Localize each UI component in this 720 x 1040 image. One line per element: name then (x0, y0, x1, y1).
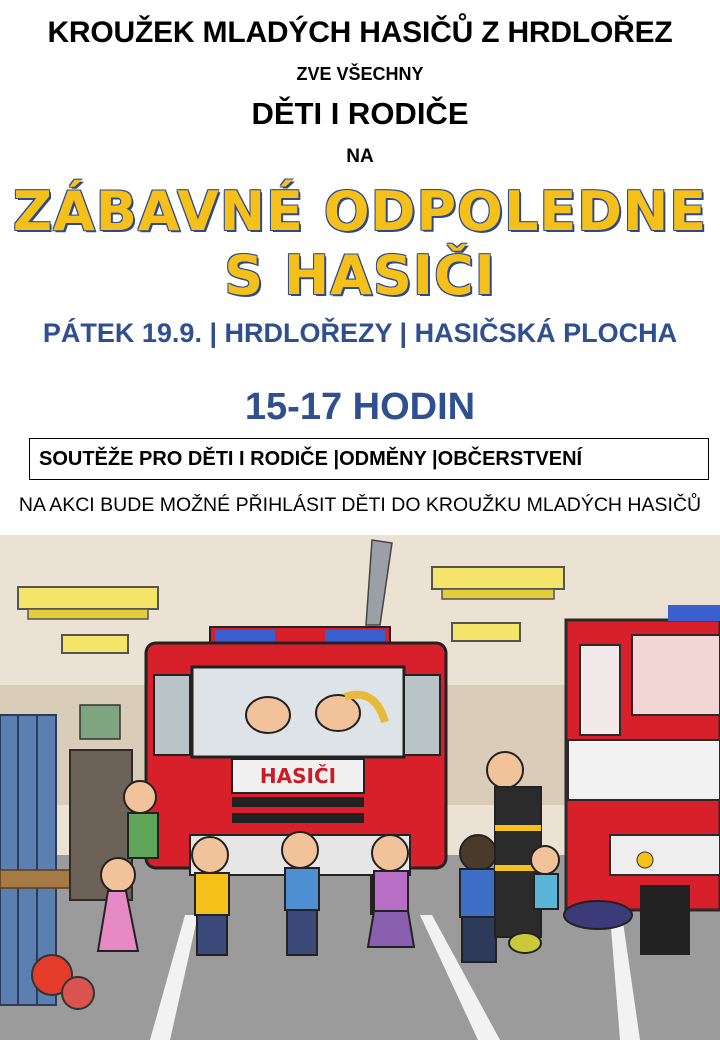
event-title-line2: S HASIČI (224, 244, 496, 307)
features-box (29, 438, 709, 480)
event-hours: 15-17 HODIN (244, 386, 476, 428)
ceiling-light (62, 635, 128, 653)
helmet (509, 933, 541, 953)
child-figure (192, 837, 229, 955)
event-title-line1: ZÁBAVNÉ ODPOLEDNE (12, 180, 708, 243)
child-figure (368, 835, 414, 947)
registration-note: NA AKCI BUDE MOŽNÉ PŘIHLÁSIT DĚTI DO KROUŽKU MLADÝCH HASIČŮ (18, 494, 702, 516)
club-name: KROUŽEK MLADÝCH HASIČŮ Z HRDLOŘEZ (47, 16, 673, 49)
child-figure (124, 781, 158, 858)
truck-label: HASIČI (259, 764, 337, 788)
fire-station-illustration (0, 535, 720, 1040)
child-figure (531, 846, 559, 909)
helmet (62, 977, 94, 1009)
ceiling-light (432, 567, 564, 599)
to-text: NA (346, 146, 374, 167)
ceiling-light (452, 623, 520, 641)
ceiling-light (18, 587, 158, 619)
notice-board (80, 705, 120, 739)
audience-text: DĚTI I RODIČE (251, 96, 469, 131)
bag (564, 901, 632, 929)
child-figure (282, 832, 319, 955)
features-text: SOUTĚŽE PRO DĚTI I RODIČE |ODMĚNY |OBČERSTVENÍ (39, 448, 583, 470)
event-details: PÁTEK 19.9. | HRDLOŘEZY | HASIČSKÁ PLOCHA (42, 318, 678, 348)
invites-text: ZVE VŠECHNY (296, 64, 424, 84)
